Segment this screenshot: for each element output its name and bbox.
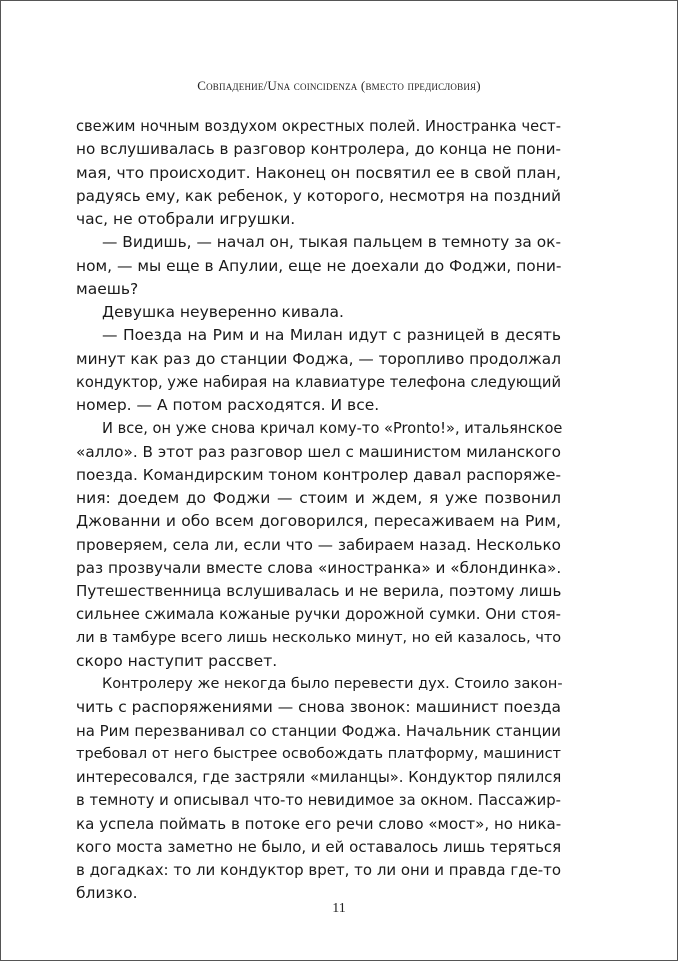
- text-line: проверяем, села ли, если что — забираем назад. Несколько: [76, 535, 561, 554]
- text-line: требовал от него быстрее освобождать платформу, машинист: [76, 745, 561, 762]
- text-line: час, не отобрали игрушки.: [76, 210, 296, 228]
- text-line: радуясь ему, как ребенок, у которого, несмотря на поздний: [76, 186, 562, 205]
- text-line: — Поезда на Рим и на Милан идут с разницей в десять: [102, 326, 561, 345]
- text-line: номер. — А потом расходятся. И все.: [76, 396, 380, 414]
- body-text: [76, 115, 561, 906]
- text-line: ния: доедем до Фоджи — стоим и ждем, я уже позвонил: [76, 489, 561, 507]
- text-line: в темноту и описывал что-то невидимое за окном. Пассажир-: [76, 792, 561, 810]
- text-line: И все, он уже снова кричал кому-то «Pronto!», итальянское: [102, 420, 563, 438]
- text-line: на Рим перезванивал со станции Фоджа. Начальник станции: [76, 721, 561, 740]
- text-line: но вслушивалась в разговор контролера, до конца не пони-: [76, 140, 561, 159]
- text-line: скоро наступит рассвет.: [76, 651, 278, 670]
- running-head: Совпадение/Una coincidenza (вместо предисловия): [197, 78, 481, 93]
- text-line: маешь?: [76, 279, 139, 298]
- text-line: интересовался, где застряли «миланцы». Кондуктор пялился: [76, 769, 562, 786]
- text-line: ка успела поймать в потоке его речи слово «мост», но ника-: [76, 814, 562, 833]
- text-line: ном, — мы еще в Апулии, еще не доехали до Фоджи, пони-: [76, 256, 562, 275]
- text-line: «алло». В этот раз разговор шел с машинистом миланского: [76, 442, 561, 461]
- text-line: сильнее сжимала кожаные ручки дорожной сумки. Они стоя-: [76, 606, 561, 624]
- text-line: ли в тамбуре всего лишь несколько минут, но ей казалось, что: [76, 629, 562, 646]
- text-line: в догадках: то ли кондуктор врет, то ли они и правда где-то: [76, 861, 562, 879]
- text-line: раз прозвучали вместе слова «иностранка» и «блондинка».: [76, 558, 562, 577]
- text-line: кондуктор, уже набирая на клавиатуре телефона следующий: [76, 373, 562, 391]
- text-line: Контролеру же некогда было перевести дух. Стоило закон-: [102, 676, 563, 692]
- page-number: 11: [332, 901, 346, 916]
- text-line: близко.: [76, 884, 138, 903]
- text-line: Джованни и обо всем договорился, пересаживаем на Рим,: [76, 512, 561, 531]
- text-line: — Видишь, — начал он, тыкая пальцем в темноту за ок-: [102, 233, 561, 252]
- text-line: кого моста заметно не было, и ей оставалось лишь теряться: [76, 837, 562, 856]
- text-line: Путешественница вслушивалась и не верила, поэтому лишь: [76, 582, 562, 600]
- text-line: чить с распоряжениями — снова звонок: машинист поезда: [76, 698, 562, 717]
- text-line: минут как раз до станции Фоджа, — торопливо продолжал: [76, 349, 561, 368]
- text-line: свежим ночным воздухом окрестных полей. Иностранка чест-: [76, 118, 561, 135]
- text-line: поезда. Командирским тоном контролер давал распоряже-: [76, 465, 561, 484]
- text-line: Девушка неуверенно кивала.: [102, 303, 344, 321]
- text-line: мая, что происходит. Наконец он посвятил ее в свой план,: [76, 163, 561, 182]
